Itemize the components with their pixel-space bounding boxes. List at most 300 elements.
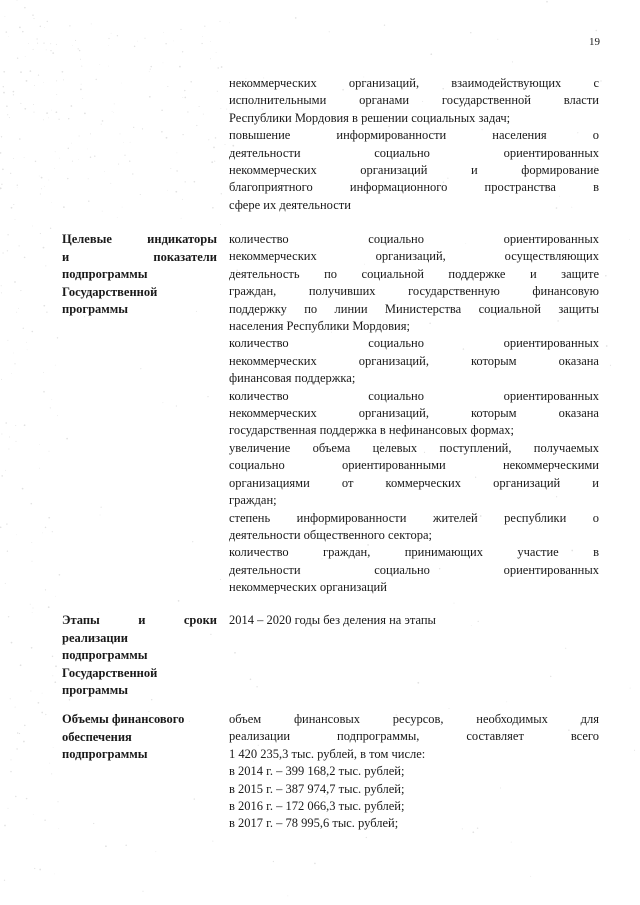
noise-dot: [606, 345, 608, 347]
noise-dot: [182, 51, 183, 52]
noise-dot: [45, 265, 46, 266]
funding-text-block: [229, 711, 599, 833]
noise-dot: [0, 187, 2, 189]
text-line: организациями от коммерческих организаций и: [229, 475, 599, 490]
noise-dot: [71, 105, 73, 107]
noise-dot: [53, 747, 54, 748]
noise-dot: [24, 725, 26, 727]
noise-dot: [192, 541, 193, 542]
noise-dot: [634, 750, 635, 751]
noise-dot: [91, 23, 92, 24]
noise-dot: [8, 449, 9, 450]
noise-dot: [220, 108, 221, 109]
noise-dot: [117, 35, 118, 36]
text-line: деятельности общественного сектора;: [229, 527, 432, 542]
label-line: Государственной: [62, 284, 158, 299]
noise-dot: [48, 118, 49, 119]
text-line: Республики Мордовия в решении социальных задач;: [229, 110, 511, 125]
noise-dot: [43, 119, 44, 120]
text-line: количество социально ориентированных: [229, 388, 599, 403]
noise-dot: [46, 312, 47, 313]
noise-dot: [184, 97, 186, 99]
noise-dot: [16, 312, 17, 313]
noise-dot: [82, 98, 83, 99]
noise-dot: [35, 161, 36, 162]
noise-dot: [22, 31, 24, 33]
noise-dot: [30, 604, 31, 605]
noise-dot: [10, 173, 11, 174]
noise-dot: [125, 845, 127, 847]
noise-dot: [4, 16, 5, 17]
noise-dot: [546, 1, 548, 3]
noise-dot: [3, 252, 4, 253]
noise-dot: [62, 71, 64, 73]
noise-dot: [7, 114, 8, 115]
noise-dot: [196, 125, 197, 126]
noise-dot: [181, 218, 182, 219]
noise-dot: [13, 204, 14, 205]
noise-dot: [79, 50, 80, 51]
noise-dot: [13, 91, 15, 93]
noise-dot: [46, 112, 48, 114]
noise-dot: [50, 50, 51, 51]
noise-dot: [10, 771, 11, 772]
noise-dot: [130, 142, 131, 143]
noise-dot: [163, 62, 164, 63]
noise-dot: [150, 69, 151, 70]
text-line: поддержку по линии Министерства социальной защиты: [229, 301, 599, 316]
noise-dot: [215, 137, 217, 139]
noise-dot: [15, 425, 16, 426]
noise-dot: [497, 39, 498, 40]
noise-dot: [11, 642, 13, 644]
label-line: реализации: [62, 630, 128, 645]
noise-dot: [50, 407, 51, 408]
text-line: количество социально ориентированных: [229, 232, 599, 246]
noise-dot: [120, 133, 121, 134]
text-line: граждан, получивших государственную финансовую: [229, 284, 599, 299]
text-line: финансовая поддержка;: [229, 371, 356, 386]
noise-dot: [208, 139, 209, 140]
noise-dot: [10, 698, 11, 699]
noise-dot: [44, 819, 45, 820]
noise-dot: [46, 49, 47, 50]
noise-dot: [41, 177, 43, 179]
noise-dot: [182, 134, 183, 135]
noise-dot: [68, 148, 69, 149]
noise-dot: [78, 48, 79, 49]
noise-dot: [72, 161, 73, 162]
noise-dot: [48, 606, 50, 608]
text-line: объем финансовых ресурсов, необходимых для: [229, 712, 599, 726]
noise-dot: [229, 22, 230, 23]
noise-dot: [49, 763, 50, 764]
label-line: Этапы и сроки: [62, 613, 217, 627]
noise-dot: [42, 693, 43, 694]
noise-dot: [8, 616, 9, 617]
noise-dot: [11, 207, 13, 209]
noise-dot: [93, 823, 94, 824]
noise-dot: [565, 648, 566, 649]
noise-dot: [1, 184, 2, 185]
label-line: подпрограммы: [62, 648, 148, 662]
noise-dot: [66, 438, 68, 440]
noise-dot: [13, 158, 14, 159]
text-line: в 2014 г. – 399 168,2 тыс. рублей;: [229, 764, 405, 779]
noise-dot: [59, 158, 60, 159]
text-line: степень информированности жителей республики о: [229, 510, 599, 525]
noise-dot: [511, 842, 512, 843]
text-line: в 2015 г. – 387 974,7 тыс. рублей;: [229, 781, 405, 796]
funding-label: [62, 711, 217, 764]
noise-dot: [88, 200, 89, 201]
text-line: деятельность по социальной поддержке и защите: [229, 266, 599, 281]
noise-dot: [214, 161, 215, 162]
noise-dot: [3, 92, 5, 94]
noise-dot: [14, 281, 16, 283]
noise-dot: [221, 193, 222, 194]
noise-dot: [201, 43, 202, 44]
noise-dot: [84, 113, 86, 115]
noise-dot: [39, 869, 41, 871]
noise-dot: [142, 128, 143, 129]
noise-dot: [56, 94, 57, 95]
noise-dot: [211, 161, 213, 163]
noise-dot: [87, 149, 88, 150]
noise-dot: [57, 337, 58, 338]
noise-dot: [132, 173, 133, 174]
noise-dot: [57, 801, 58, 802]
noise-dot: [41, 712, 43, 714]
noise-dot: [31, 647, 33, 649]
noise-dot: [100, 515, 101, 516]
noise-dot: [32, 561, 33, 562]
noise-dot: [3, 86, 4, 87]
noise-dot: [38, 702, 40, 704]
noise-dot: [256, 686, 257, 687]
noise-dot: [512, 61, 513, 62]
text-line: повышение информированности населения о: [229, 128, 599, 143]
indicators-text-block: [229, 231, 599, 597]
noise-dot: [179, 66, 181, 68]
noise-dot: [610, 365, 611, 366]
noise-dot: [43, 372, 44, 373]
noise-dot: [15, 796, 16, 797]
noise-dot: [33, 18, 34, 19]
noise-dot: [220, 579, 221, 580]
noise-dot: [1, 285, 2, 286]
text-line: благоприятного информационного пространства в: [229, 180, 599, 195]
noise-dot: [36, 38, 37, 39]
noise-dot: [58, 119, 59, 120]
noise-dot: [16, 748, 17, 749]
intro-text-block: [229, 75, 599, 214]
noise-dot: [5, 470, 6, 471]
text-line: некоммерческих организаций и формирование: [229, 163, 599, 178]
noise-dot: [94, 156, 95, 157]
noise-dot: [39, 468, 40, 469]
noise-dot: [80, 89, 82, 91]
label-line: Целевые индикаторы: [62, 232, 217, 246]
noise-dot: [217, 67, 218, 68]
noise-dot: [212, 207, 214, 209]
noise-dot: [203, 114, 204, 115]
noise-dot: [16, 0, 17, 1]
noise-dot: [114, 103, 115, 104]
noise-dot: [133, 127, 134, 128]
noise-dot: [37, 43, 38, 44]
noise-dot: [6, 31, 7, 32]
noise-dot: [1, 292, 2, 293]
noise-dot: [52, 656, 53, 657]
noise-dot: [194, 798, 195, 799]
noise-dot: [56, 111, 58, 113]
noise-dot: [71, 143, 72, 144]
noise-dot: [50, 43, 51, 44]
noise-dot: [7, 234, 8, 235]
noise-dot: [39, 176, 40, 177]
noise-dot: [90, 156, 91, 157]
noise-dot: [34, 85, 35, 86]
noise-dot: [384, 25, 385, 26]
noise-dot: [32, 331, 34, 333]
noise-dot: [194, 181, 196, 183]
noise-dot: [204, 26, 205, 27]
noise-dot: [33, 814, 34, 815]
noise-dot: [417, 682, 419, 684]
noise-dot: [54, 874, 55, 875]
noise-dot: [59, 574, 61, 576]
noise-dot: [430, 53, 432, 55]
text-line: некоммерческих организаций, которым оказана: [229, 406, 599, 421]
text-line: некоммерческих организаций, которым оказана: [229, 353, 599, 368]
noise-dot: [26, 342, 27, 343]
noise-dot: [24, 257, 26, 259]
text-line: деятельности социально ориентированных: [229, 145, 599, 160]
noise-dot: [23, 328, 24, 329]
noise-dot: [55, 365, 56, 366]
noise-dot: [4, 880, 5, 881]
noise-dot: [176, 405, 177, 406]
noise-dot: [43, 305, 45, 307]
noise-dot: [43, 391, 45, 393]
noise-dot: [7, 551, 8, 552]
noise-dot: [121, 83, 122, 84]
noise-dot: [24, 7, 26, 9]
label-line: Государственной: [62, 665, 158, 680]
noise-dot: [220, 224, 221, 225]
noise-dot: [1, 433, 2, 434]
page-number: 19: [589, 36, 600, 48]
noise-dot: [88, 178, 89, 179]
noise-dot: [108, 45, 109, 46]
noise-dot: [16, 535, 17, 536]
label-line: и показатели: [62, 249, 217, 264]
noise-dot: [48, 180, 49, 181]
noise-dot: [44, 186, 45, 187]
noise-dot: [63, 206, 65, 208]
noise-dot: [6, 523, 7, 524]
noise-dot: [210, 41, 211, 42]
noise-dot: [163, 402, 164, 403]
noise-dot: [221, 66, 223, 68]
noise-dot: [25, 56, 26, 57]
noise-dot: [5, 422, 7, 424]
noise-dot: [20, 664, 22, 666]
noise-dot: [69, 25, 70, 26]
noise-dot: [43, 82, 44, 83]
noise-dot: [449, 708, 450, 709]
noise-dot: [50, 228, 51, 229]
noise-dot: [17, 58, 18, 59]
noise-dot: [26, 798, 27, 799]
noise-dot: [68, 118, 69, 119]
noise-dot: [30, 690, 31, 691]
noise-dot: [52, 52, 54, 54]
noise-dot: [43, 43, 44, 44]
noise-dot: [273, 861, 274, 862]
noise-dot: [155, 851, 156, 852]
noise-dot: [78, 159, 79, 160]
noise-dot: [142, 891, 143, 892]
noise-dot: [199, 106, 200, 107]
noise-dot: [17, 187, 18, 188]
noise-dot: [185, 181, 186, 182]
noise-dot: [20, 290, 21, 291]
noise-dot: [287, 896, 288, 897]
text-line: социально ориентированными некоммерческими: [229, 458, 599, 473]
noise-dot: [33, 49, 34, 50]
label-line: подпрограммы: [62, 267, 148, 281]
noise-dot: [1, 379, 2, 380]
noise-dot: [9, 117, 10, 118]
noise-dot: [124, 155, 125, 156]
noise-dot: [32, 226, 33, 227]
noise-dot: [45, 589, 46, 590]
noise-dot: [182, 199, 183, 200]
noise-dot: [39, 444, 40, 445]
noise-dot: [1, 475, 3, 477]
noise-dot: [7, 340, 8, 341]
noise-dot: [40, 26, 41, 27]
noise-dot: [51, 773, 52, 774]
noise-dot: [27, 349, 28, 350]
label-line: программы: [62, 302, 129, 316]
noise-dot: [56, 80, 57, 81]
noise-dot: [40, 233, 41, 234]
noise-dot: [79, 136, 80, 137]
noise-dot: [32, 14, 34, 16]
text-line: количество социально ориентированных: [229, 336, 599, 351]
noise-dot: [19, 138, 21, 140]
noise-dot: [118, 164, 119, 165]
noise-dot: [226, 109, 227, 110]
noise-dot: [51, 202, 52, 203]
noise-dot: [8, 36, 9, 37]
noise-dot: [15, 707, 16, 708]
noise-dot: [102, 211, 103, 212]
noise-dot: [550, 676, 551, 677]
noise-dot: [0, 152, 1, 154]
noise-dot: [101, 124, 102, 125]
noise-dot: [137, 41, 138, 42]
noise-dot: [202, 36, 203, 37]
noise-dot: [26, 80, 28, 82]
noise-dot: [14, 363, 15, 364]
noise-dot: [13, 353, 14, 354]
noise-dot: [34, 868, 35, 869]
noise-dot: [134, 46, 135, 47]
noise-dot: [24, 108, 26, 110]
noise-dot: [52, 531, 53, 532]
noise-dot: [31, 503, 33, 505]
noise-dot: [96, 79, 97, 80]
noise-dot: [167, 86, 168, 87]
noise-dot: [55, 665, 57, 667]
stages-text-block: [229, 612, 599, 629]
noise-dot: [17, 185, 18, 186]
noise-dot: [45, 714, 46, 715]
noise-dot: [140, 368, 141, 369]
noise-dot: [19, 733, 20, 734]
text-line: государственная поддержка в нефинансовых формах;: [229, 423, 514, 438]
noise-dot: [177, 153, 178, 154]
noise-dot: [4, 825, 6, 827]
noise-dot: [250, 679, 252, 681]
noise-dot: [104, 171, 105, 172]
noise-dot: [161, 131, 163, 133]
noise-dot: [217, 91, 218, 92]
noise-dot: [167, 190, 168, 191]
noise-dot: [170, 168, 171, 169]
noise-dot: [630, 688, 631, 689]
noise-dot: [140, 194, 141, 195]
noise-dot: [13, 94, 14, 95]
noise-dot: [54, 168, 55, 169]
noise-dot: [234, 652, 236, 654]
noise-dot: [161, 109, 163, 111]
noise-dot: [54, 681, 56, 683]
noise-dot: [48, 517, 50, 519]
noise-dot: [190, 81, 192, 83]
text-line: некоммерческих организаций: [229, 580, 387, 595]
noise-dot: [81, 66, 82, 67]
noise-dot: [44, 27, 45, 28]
text-line: 2014 – 2020 годы без деления на этапы: [229, 613, 436, 627]
noise-dot: [210, 58, 211, 59]
noise-dot: [530, 876, 531, 877]
noise-dot: [596, 30, 598, 32]
noise-dot: [72, 45, 73, 46]
noise-dot: [506, 702, 507, 703]
noise-dot: [67, 178, 68, 179]
noise-dot: [24, 157, 25, 158]
noise-dot: [470, 32, 471, 33]
noise-dot: [105, 845, 107, 847]
noise-dot: [55, 596, 56, 597]
noise-dot: [55, 151, 56, 152]
noise-dot: [15, 219, 16, 220]
label-line: программы: [62, 683, 129, 697]
label-line: Объемы финансового: [62, 712, 185, 726]
noise-dot: [165, 43, 166, 44]
noise-dot: [111, 33, 112, 34]
noise-dot: [42, 533, 43, 534]
noise-dot: [47, 21, 48, 22]
noise-dot: [166, 137, 168, 139]
noise-dot: [112, 111, 113, 112]
text-line: населения Республики Мордовия;: [229, 319, 410, 334]
